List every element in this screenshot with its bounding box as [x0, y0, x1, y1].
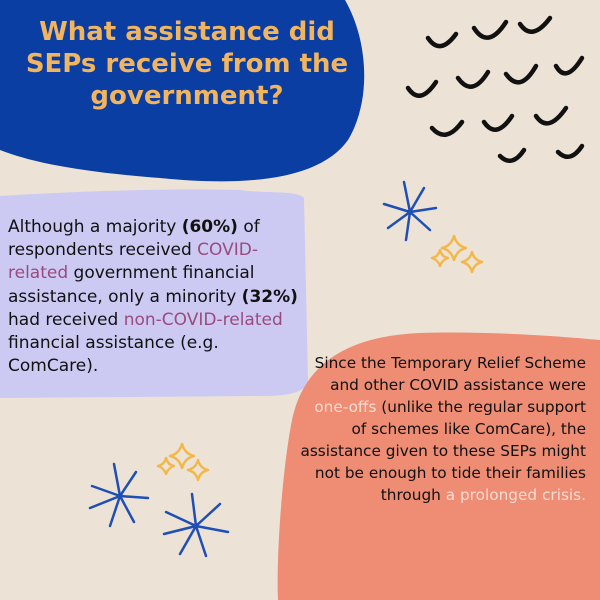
swoosh-marks	[408, 18, 582, 161]
swoosh-mark	[500, 150, 524, 161]
starburst	[384, 182, 436, 240]
swoosh-mark	[536, 108, 566, 123]
left-text-part: of respondents received	[8, 217, 260, 261]
swoosh-mark	[432, 122, 462, 135]
swoosh-mark	[458, 72, 488, 87]
swoosh-mark	[484, 116, 512, 130]
sparkles-bottom	[158, 444, 208, 480]
non-covid-related-highlight: non-COVID-related	[123, 309, 283, 330]
majority-percentage: (60%)	[181, 217, 238, 237]
right-text-part: Since the Temporary Relief Scheme and other COVID assistance were	[314, 354, 586, 394]
left-text-part: had received	[8, 309, 124, 330]
minority-percentage: (32%)	[241, 286, 298, 307]
one-offs-highlight: one-offs	[314, 398, 377, 416]
left-text-part: Although a majority	[8, 217, 182, 237]
swoosh-mark	[520, 18, 550, 32]
left-text-part: government financial assistance, only a minority	[8, 263, 255, 307]
swoosh-mark	[428, 34, 456, 46]
prolonged-crisis-highlight: a prolonged crisis.	[445, 486, 586, 504]
swoosh-mark	[556, 58, 582, 73]
right-text-part: (unlike the regular support of schemes like ComCare), the assistance given to these SEPs might not be enough to tide their families through	[300, 398, 586, 504]
swoosh-mark	[408, 82, 436, 96]
title: What assistance did SEPs receive from the government?	[25, 17, 349, 111]
left-text-part: financial assistance (e.g. ComCare).	[8, 333, 219, 377]
starburst	[90, 464, 148, 526]
covid-related-highlight: COVID-related	[8, 240, 258, 284]
swoosh-mark	[506, 66, 536, 82]
right-paragraph	[300, 352, 586, 506]
swoosh-mark	[474, 22, 506, 38]
swoosh-mark	[558, 146, 582, 157]
sparkles	[432, 236, 482, 272]
left-paragraph	[8, 216, 298, 378]
starburst	[164, 494, 228, 556]
